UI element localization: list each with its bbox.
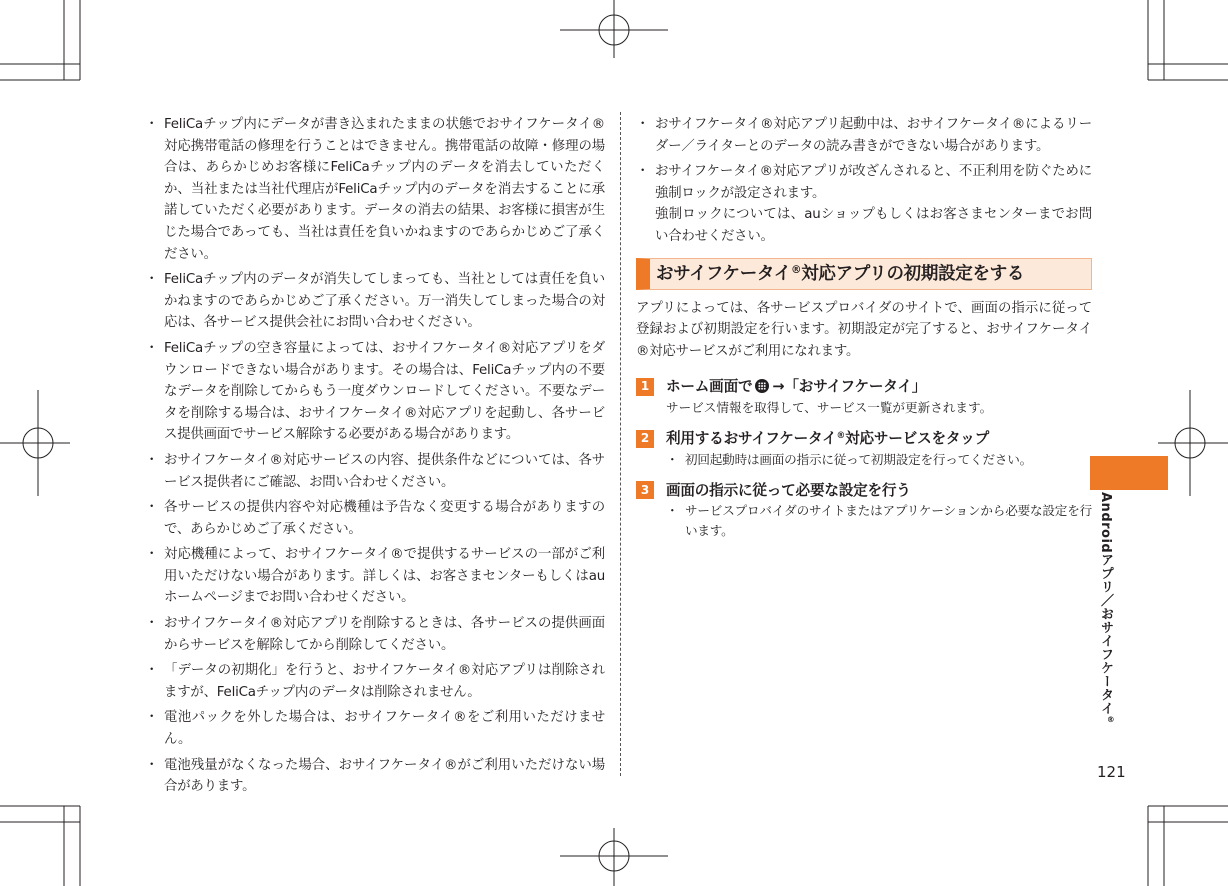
step-1 bbox=[636, 376, 1092, 418]
step-number: 1 bbox=[636, 378, 654, 396]
registered-mark: ® bbox=[790, 263, 802, 276]
list-item: ・ おサイフケータイ®対応アプリ起動中は、おサイフケータイ®によるリーダー／ライターとのデータの読み書きができない場合があります。 bbox=[636, 114, 1092, 157]
section-intro: アプリによっては、各サービスプロバイダのサイトで、画面の指示に従って登録および初期設定を行います。初期設定が完了すると、おサイフケータイ®対応サービスがご利用になれます。 bbox=[636, 300, 1092, 359]
step-number: 3 bbox=[636, 481, 654, 499]
step-3 bbox=[636, 480, 1092, 542]
step-title-post: →「おサイフケータイ」 bbox=[772, 378, 927, 396]
list-item: ・ おサイフケータイ®対応アプリを削除するときは、各サービスの提供画面からサービスを解除してから削除してください。 bbox=[145, 613, 605, 656]
list-item: ・ FeliCaチップ内にデータが書き込まれたままの状態でおサイフケータイ®対応携帯電話の修理を行うことはできません。携帯電話の故障・修理の場合は、あらかじめお客様にFeliCaチップ内のデータを消去していただくか、当社または当社代理店がFeliCaチップ内のデータを消去することに承諾していただく必要があります。データの消去の結果、お客様に損害が生じた場合であっても、当社は責任を負いかねますのであらかじめご了承ください。 bbox=[145, 114, 605, 265]
step-title bbox=[666, 376, 926, 398]
step-notes bbox=[666, 450, 1092, 470]
list-item-subtext: 強制ロックについては、auショップもしくはお客さまセンターまでお問い合わせください。 bbox=[655, 207, 1092, 244]
step-title bbox=[666, 428, 989, 450]
step-title-tail: 対応サービスをタップ bbox=[845, 429, 990, 447]
registered-mark: ® bbox=[836, 431, 846, 442]
step-title-pre: ホーム画面で bbox=[666, 378, 753, 396]
page-number: 121 bbox=[1097, 763, 1126, 781]
list-item: ・ 初回起動時は画面の指示に従って初期設定を行ってください。 bbox=[666, 450, 1092, 470]
list-item: ・ 「データの初期化」を行うと、おサイフケータイ®対応アプリは削除されますが、FeliCaチップ内のデータは削除されません。 bbox=[145, 660, 605, 703]
list-item bbox=[636, 161, 1092, 247]
step-2 bbox=[636, 428, 1092, 470]
chapter-tab bbox=[1090, 456, 1168, 490]
list-item: ・ FeliCaチップ内のデータが消失してしまっても、当社としては責任を負いかねますのであらかじめご了承ください。万一消失してしまった場合の対応は、各サービス提供会社にお問い合わせください。 bbox=[145, 269, 605, 334]
step-number: 2 bbox=[636, 430, 654, 448]
heading-text-tail: 対応アプリの初期設定をする bbox=[801, 263, 1025, 284]
list-item: ・ 対応機種によって、おサイフケータイ®で提供するサービスの一部がご利用いただけない場合があります。詳しくは、お客さまセンターもしくはauホームページまでお問い合わせください。 bbox=[145, 544, 605, 609]
list-item-text: おサイフケータイ®対応アプリが改ざんされると、不正利用を防ぐために強制ロックが設定されます。 bbox=[655, 164, 1092, 201]
step-title-main: 利用するおサイフケータイ bbox=[666, 429, 837, 447]
step-description: サービス情報を取得して、サービス一覧が更新されます。 bbox=[666, 399, 993, 415]
step-notes bbox=[666, 501, 1092, 541]
step-title: 画面の指示に従って必要な設定を行う bbox=[666, 481, 911, 499]
app-list-icon bbox=[755, 379, 769, 393]
list-item: ・ サービスプロバイダのサイトまたはアプリケーションから必要な設定を行います。 bbox=[666, 501, 1092, 541]
right-column bbox=[636, 114, 1092, 551]
list-item: ・ 電池残量がなくなった場合、おサイフケータイ®がご利用いただけない場合があります。 bbox=[145, 755, 605, 798]
chapter-label-text: Androidアプリ／おサイフケータイ bbox=[1098, 492, 1113, 716]
heading-text: おサイフケータイ bbox=[656, 263, 791, 284]
registered-mark: ® bbox=[1106, 715, 1116, 725]
notes-list bbox=[145, 114, 605, 798]
list-item: ・ 各サービスの提供内容や対応機種は予告なく変更する場合がありますので、あらかじめご了承ください。 bbox=[145, 497, 605, 540]
section-heading bbox=[636, 258, 1092, 290]
left-column bbox=[145, 114, 605, 802]
notes-list-continued bbox=[636, 114, 1092, 248]
list-item: ・ 電池パックを外した場合は、おサイフケータイ®をご利用いただけません。 bbox=[145, 707, 605, 750]
chapter-label bbox=[1097, 492, 1118, 725]
column-divider bbox=[620, 112, 621, 776]
list-item: ・ おサイフケータイ®対応サービスの内容、提供条件などについては、各サービス提供者にご確認、お問い合わせください。 bbox=[145, 450, 605, 493]
list-item: ・ FeliCaチップの空き容量によっては、おサイフケータイ®対応アプリをダウンロードできない場合があります。その場合は、FeliCaチップ内の不要なデータを削除してからもう一度ダウンロードしてください。不要なデータを削除する場合は、おサイフケータイ®対応アプリを起動し、各サービス提供画面でサービス解除する必要がある場合があります。 bbox=[145, 338, 605, 446]
